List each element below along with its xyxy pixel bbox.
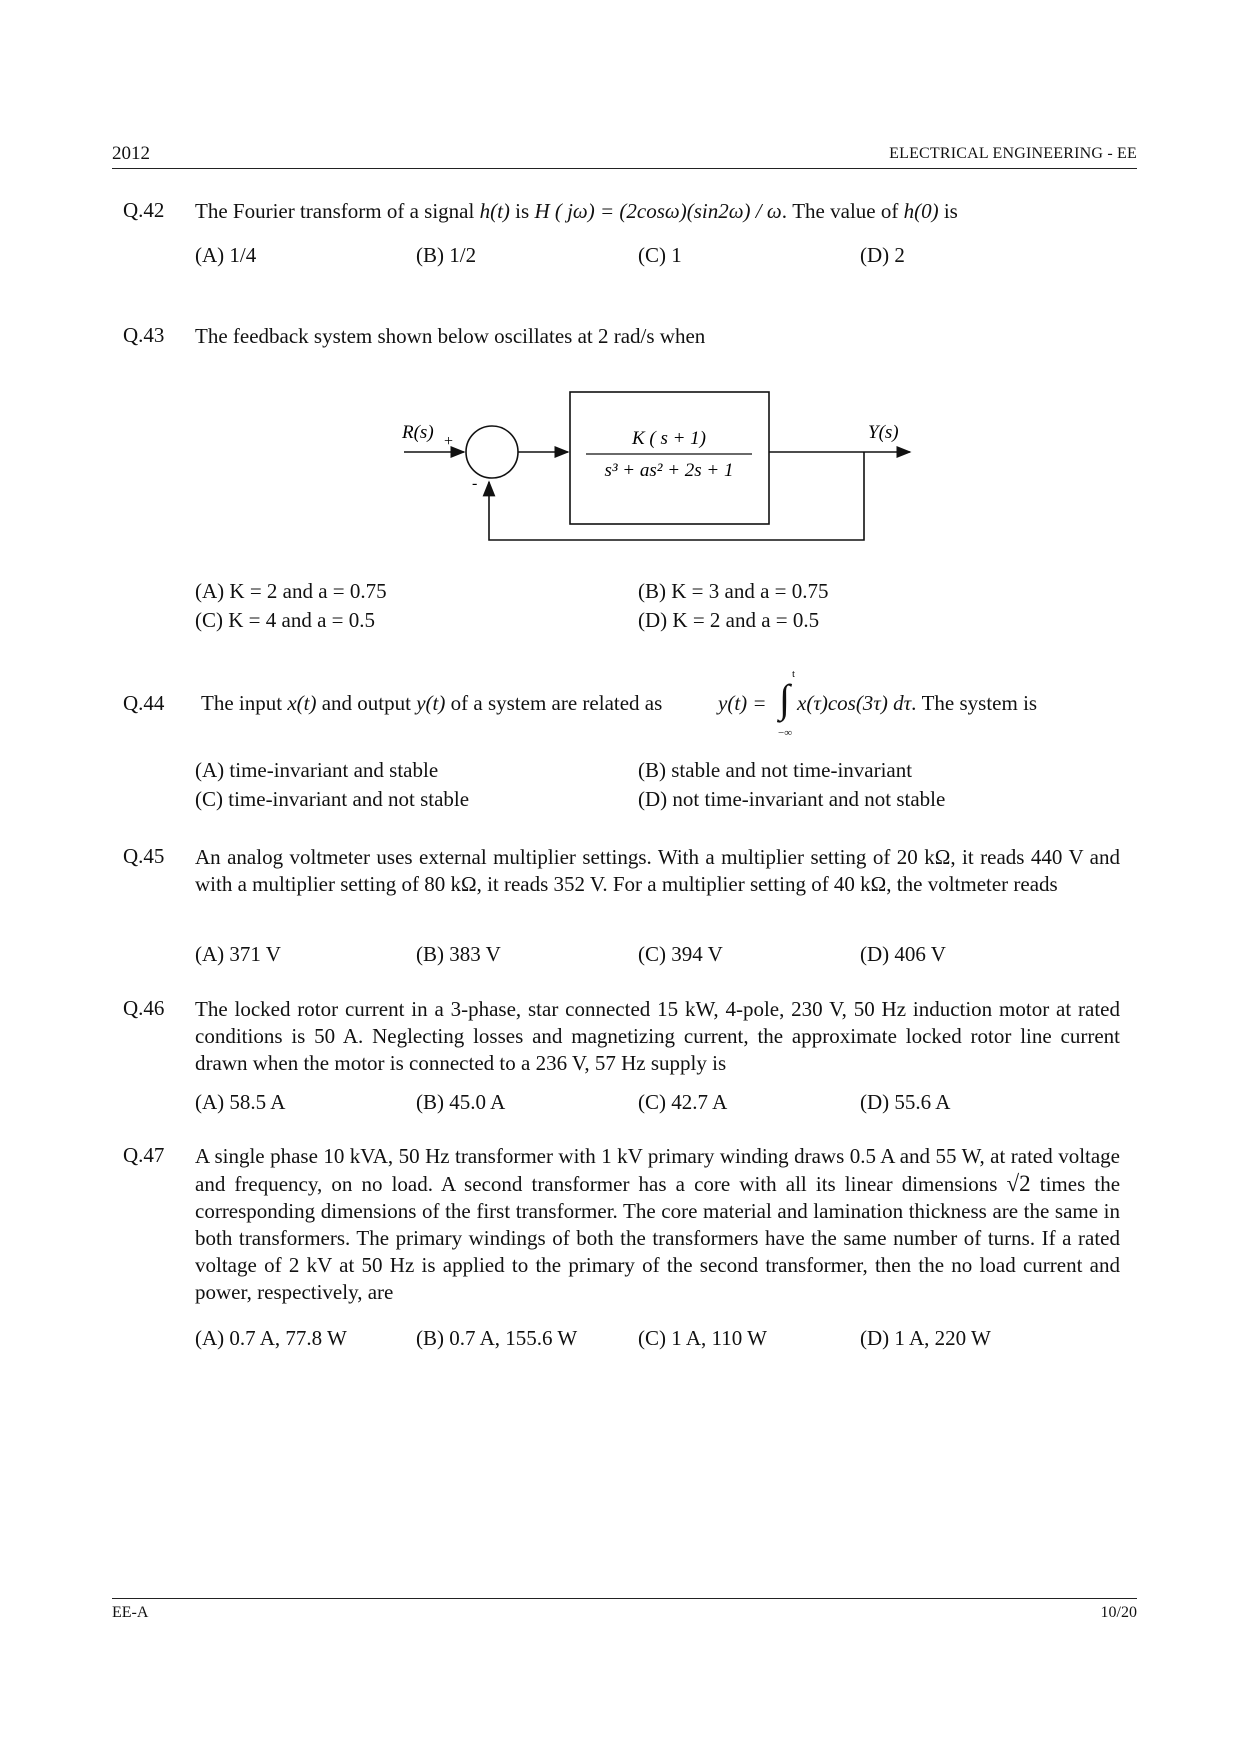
- plus-sign: +: [444, 433, 454, 450]
- option-c[interactable]: (C) 42.7 A: [638, 1090, 728, 1114]
- option-b[interactable]: (B) 383 V: [416, 942, 501, 966]
- fourier-equation: H ( jω) = (2cosω)(sin2ω) / ω: [534, 199, 782, 223]
- option-d[interactable]: (D) 2: [860, 243, 905, 267]
- option-b[interactable]: (B) 0.7 A, 155.6 W: [416, 1326, 578, 1350]
- option-c[interactable]: (C) 1: [638, 243, 682, 267]
- denominator: s³ + as² + 2s + 1: [604, 460, 734, 481]
- page-number: 10/20: [1100, 1604, 1137, 1621]
- option-c[interactable]: (C) 394 V: [638, 942, 723, 966]
- minus-sign: -: [472, 475, 478, 492]
- input-label: R(s): [402, 422, 434, 443]
- option-a[interactable]: (A) 1/4: [195, 243, 257, 267]
- question-text: A single phase 10 kVA, 50 Hz transformer with 1 kV primary winding draws 0.5 A and 55 W, at rated voltage and frequency, on no load. A second transformer has a core with all its linear dimensions √2 times the corresponding dimensions of the first transformer. The core material and lamination thickness are the same in both transformers. The primary windings of both the transformers have the same number of turns. If a rated voltage of 2 kV at 50 Hz is applied to the primary of the second transformer, then the no load current and power, respectively, are: [195, 1144, 1121, 1304]
- header-subject: ELECTRICAL ENGINEERING - EE: [889, 145, 1137, 162]
- header-year: 2012: [112, 143, 150, 164]
- integral-upper-limit: t: [792, 668, 796, 680]
- integrand: x(τ)cos(3τ) dτ: [797, 691, 912, 715]
- option-d[interactable]: (D) K = 2 and a = 0.5: [638, 608, 820, 632]
- question-number: Q.44: [123, 691, 165, 715]
- question-number: Q.42: [123, 198, 165, 222]
- integral-sign: ∫: [779, 676, 790, 721]
- question-number: Q.46: [123, 996, 165, 1020]
- option-b[interactable]: (B) 45.0 A: [416, 1090, 506, 1114]
- option-c[interactable]: (C) time-invariant and not stable: [195, 787, 470, 811]
- option-a[interactable]: (A) 58.5 A: [195, 1090, 286, 1114]
- numerator: K ( s + 1): [631, 428, 707, 449]
- footer-code: EE-A: [112, 1604, 149, 1621]
- integral-lower-limit: −∞: [778, 727, 793, 739]
- transfer-function-block: [570, 392, 769, 524]
- option-a[interactable]: (A) 0.7 A, 77.8 W: [195, 1326, 347, 1350]
- question-text: An analog voltmeter uses external multiplier settings. With a multiplier setting of 20 kΩ, it reads 440 V and with a multiplier setting of 80 kΩ, it reads 352 V. For a multiplier setting of 40 kΩ, the voltmeter reads: [195, 845, 1120, 896]
- integral-equation: y(t) =: [718, 691, 767, 715]
- output-label: Y(s): [868, 422, 899, 443]
- question-text: The locked rotor current in a 3-phase, star connected 15 kW, 4-pole, 230 V, 50 Hz induction motor at rated conditions is 50 A. Neglecting losses and magnetizing current, the approximate locked rotor line current drawn when the motor is connected to a 236 V, 57 Hz supply is: [195, 997, 1120, 1075]
- option-b[interactable]: (B) 1/2: [416, 243, 477, 267]
- footer-rule: [112, 1598, 1137, 1599]
- option-d[interactable]: (D) 406 V: [860, 942, 946, 966]
- option-b[interactable]: (B) K = 3 and a = 0.75: [638, 579, 829, 603]
- option-a[interactable]: (A) 371 V: [195, 942, 281, 966]
- option-c[interactable]: (C) K = 4 and a = 0.5: [195, 608, 375, 632]
- option-b[interactable]: (B) stable and not time-invariant: [638, 758, 913, 782]
- question-number: Q.45: [123, 844, 165, 868]
- question-text: The feedback system shown below oscillates at 2 rad/s when: [195, 324, 706, 348]
- option-d[interactable]: (D) not time-invariant and not stable: [638, 787, 946, 811]
- option-d[interactable]: (D) 1 A, 220 W: [860, 1326, 991, 1350]
- question-text: The Fourier transform of a signal h(t) is H ( jω) = (2cosω)(sin2ω) / ω. The value of h(0) is: [195, 199, 958, 223]
- question-number: Q.43: [123, 323, 165, 347]
- option-c[interactable]: (C) 1 A, 110 W: [638, 1326, 767, 1350]
- summing-junction: [466, 426, 518, 478]
- question-text: The input x(t) and output y(t) of a system are related as: [201, 691, 663, 715]
- option-a[interactable]: (A) K = 2 and a = 0.75: [195, 579, 387, 603]
- header-rule: [112, 168, 1137, 169]
- feedback-block-diagram: [390, 380, 920, 550]
- sqrt-two: √2: [1006, 1171, 1031, 1196]
- question-number: Q.47: [123, 1143, 165, 1167]
- option-d[interactable]: (D) 55.6 A: [860, 1090, 951, 1114]
- option-a[interactable]: (A) time-invariant and stable: [195, 758, 439, 782]
